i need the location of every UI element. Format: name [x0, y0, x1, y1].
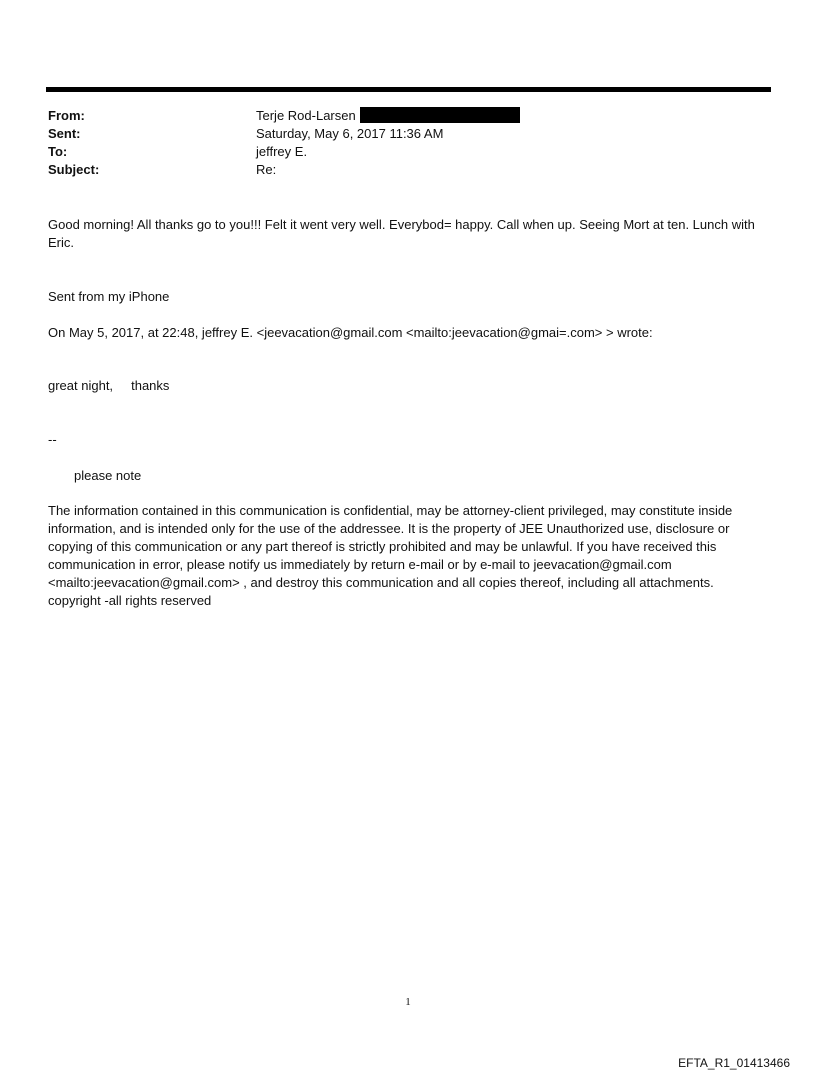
from-name: Terje Rod-Larsen: [256, 108, 356, 123]
from-label: From:: [48, 108, 85, 123]
disclaimer: The information contained in this communication is confidential, may be attorney-client privileged, may constitute inside information, and is intended only for the use of the addressee. It is the property of JEE Unauthorized use, disclosure or copying of this communication or any part thereof is strictly prohibited and may be unlawful. If you have received this communication in error, please notify us immediately by return e-mail or by e-mail to jeevacation@gmail.com <mailto:jeevacation@gmail.com> , and destroy this communication and all copies thereof, including all attachments. copyright -all rights reserved: [48, 503, 733, 608]
note-heading: please note: [74, 468, 142, 483]
header-rule: [46, 87, 771, 92]
quote-intro: On May 5, 2017, at 22:48, jeffrey E. <jeevacation@gmail.com <mailto:jeevacation@gmai=.com> > wrote:: [48, 325, 653, 340]
page-number: 1: [405, 996, 411, 1008]
redaction-box: [360, 107, 520, 123]
from-value: [256, 107, 520, 125]
separator: --: [48, 432, 57, 447]
sent-value: Saturday, May 6, 2017 11:36 AM: [256, 126, 444, 141]
sent-label: Sent:: [48, 126, 81, 141]
sent-from-signature: Sent from my iPhone: [48, 289, 170, 304]
message-body: Good morning! All thanks go to you!!! Felt it went very well. Everybod= happy. Call when up. Seeing Mort at ten. Lunch with Eric.: [48, 217, 755, 250]
document-id: EFTA_R1_01413466: [678, 1056, 790, 1070]
to-label: To:: [48, 144, 68, 159]
subject-value: Re:: [256, 162, 277, 177]
to-value: jeffrey E.: [256, 144, 308, 159]
subject-label: Subject:: [48, 162, 100, 177]
quoted-message: great night, thanks: [48, 378, 170, 393]
